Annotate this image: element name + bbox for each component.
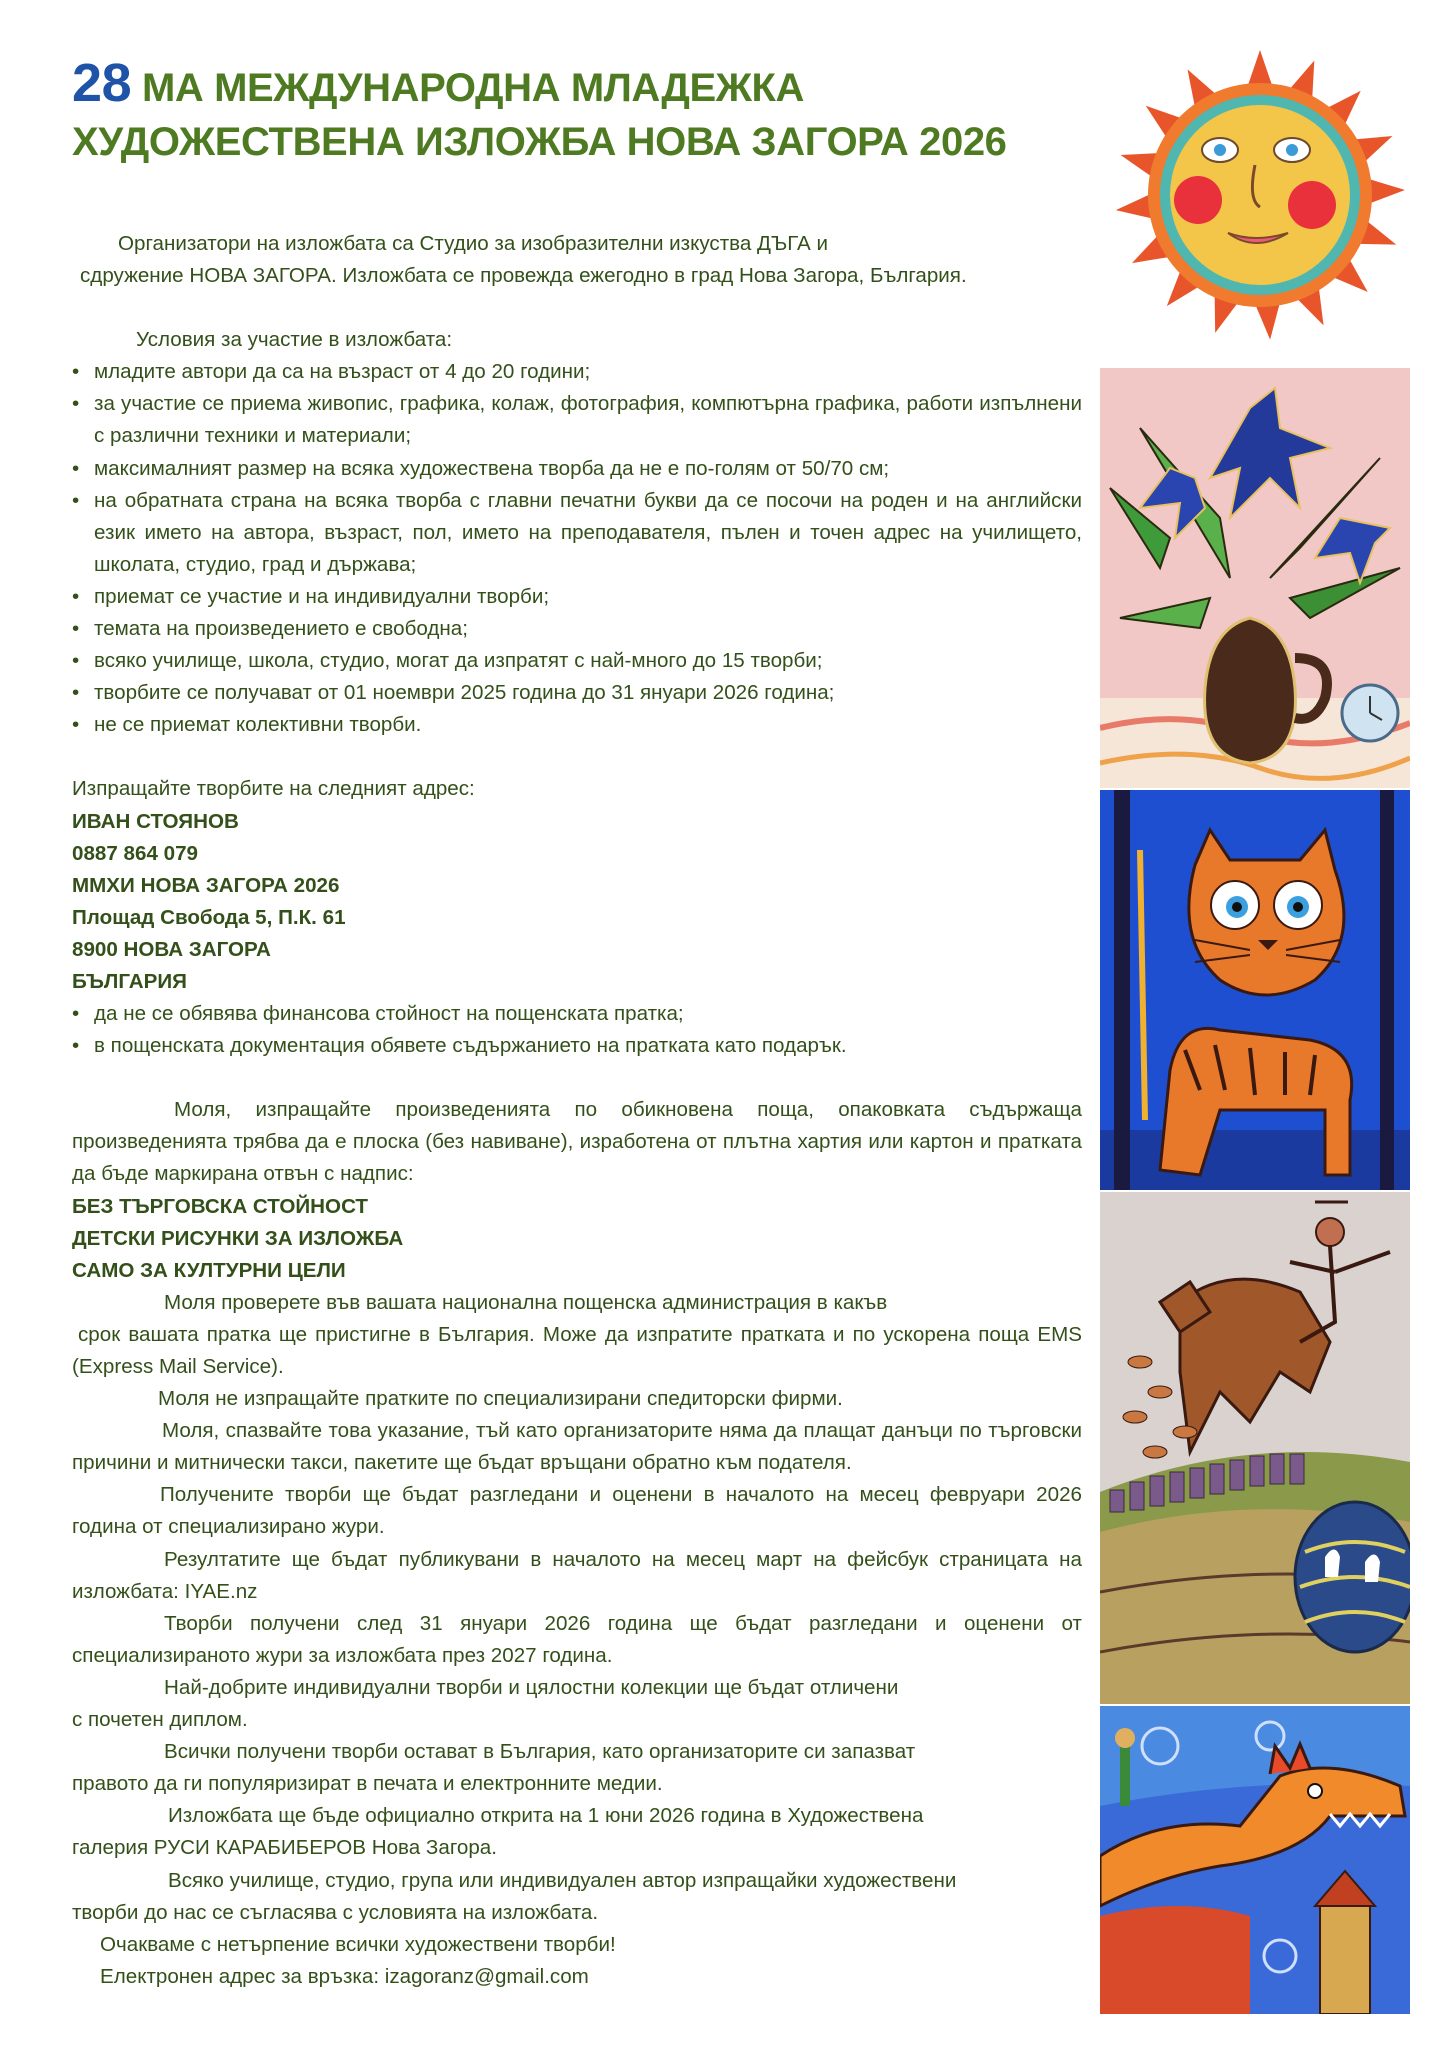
package-label-2: ДЕТСКИ РИСУНКИ ЗА ИЗЛОЖБА (72, 1226, 404, 1250)
list-item: • в пощенската документация обявете съдържанието на пратката като подарък. (72, 1030, 1082, 1062)
edition-number: 28 (72, 53, 132, 113)
title-line-2: ХУДОЖЕСТВЕНА ИЗЛОЖБА НОВА ЗАГОРА 2026 (72, 120, 1007, 164)
list-item: • приемат се участие и на индивидуални творби; (72, 581, 1082, 613)
results-note: Резултатите ще бъдат публикувани в началото на месец март на фейсбук страницата на изложбата: IYAE.nz (72, 1547, 1082, 1603)
title-line-1 (72, 53, 1082, 115)
list-item: • творбите се получават от 01 ноември 2025 година до 31 януари 2026 година; (72, 677, 1082, 709)
main-text (72, 228, 1082, 1993)
list-item: • да не се обявява финансова стойност на пощенската пратка; (72, 998, 1082, 1030)
address-notes (72, 998, 1082, 1062)
title-text-1: МА МЕЖДУНАРОДНА МЛАДЕЖКА (141, 66, 805, 110)
closing-line: Очакваме с нетърпение всички художествени творби! (100, 1932, 616, 1956)
awards-line-2: с почетен диплом. (72, 1708, 248, 1732)
opening-line-1: Изложбата ще бъде официално открита на 1 юни 2026 година в Художествена (168, 1804, 924, 1828)
address-city: 8900 НОВА ЗАГОРА (72, 937, 271, 961)
customs-note: Моля, спазвайте това указание, тъй като организаторите няма да плащат данъци по търговски причини и митнически такси, пакетите ще бъдат връщани обратно към подателя. (72, 1419, 1082, 1475)
list-item: • за участие се приема живопис, графика, колаж, фотография, компютърна графика, работи изпълнени с различни техники и материали; (72, 388, 1082, 452)
conditions-list (72, 356, 1082, 741)
address-org: ММХИ НОВА ЗАГОРА 2026 (72, 873, 340, 897)
sun-drawing (1105, 50, 1415, 340)
cat-drawing (1100, 790, 1410, 1190)
list-item: • на обратната страна на всяка творба с главни печатни букви да се посочи на роден и на английски език името на автора, възраст, пол, името на преподавателя, пълен и точен адрес на училището, школата, студио, град и държава; (72, 485, 1082, 581)
flowers-vase-drawing (1100, 368, 1410, 788)
consent-line-2: творби до нас се съгласява с условията на изложбата. (72, 1900, 599, 1924)
intro-line-1: Организатори на изложбата са Студио за изобразителни изкуства ДЪГА и (118, 232, 829, 255)
address-phone: 0887 864 079 (72, 841, 198, 865)
rights-line-1: Всички получени творби остават в България, като организаторите си запазват (164, 1740, 916, 1764)
shipping-paragraph: Моля, изпращайте произведенията по обикновена поща, опаковката съдържаща произведенията трябва да е плоска (без навиване), изработена от плътна хартия или картон и пратката да бъде маркирана отвън с надпис: (72, 1098, 1082, 1186)
evaluation-note: Получените творби ще бъдат разгледани и оценени в началото на месец февруари 2026 година от специализирано жури. (72, 1483, 1082, 1539)
rights-line-2: правото да ги популяризират в печата и електронните медии. (72, 1772, 663, 1796)
rider-landscape-drawing (1100, 1192, 1410, 1704)
courier-note: Моля не изпращайте пратките по специализирани спедиторски фирми. (158, 1387, 843, 1411)
consent-line-1: Всяко училище, студио, група или индивидуален автор изпращайки художествени (168, 1868, 957, 1892)
contact-email: Електронен адрес за връзка: izagoranz@gmail.com (100, 1964, 589, 1988)
awards-line-1: Най-добрите индивидуални творби и цялостни колекции ще бъдат отличени (164, 1675, 899, 1699)
address-name: ИВАН СТОЯНОВ (72, 809, 239, 833)
list-item: • темата на произведението е свободна; (72, 613, 1082, 645)
dragon-drawing (1100, 1706, 1410, 2014)
package-label-1: БЕЗ ТЪРГОВСКА СТОЙНОСТ (72, 1194, 369, 1218)
package-label-3: САМО ЗА КУЛТУРНИ ЦЕЛИ (72, 1258, 346, 1282)
opening-line-2: галерия РУСИ КАРАБИБЕРОВ Нова Загора. (72, 1836, 497, 1860)
postal-check-line-2: срок вашата пратка ще пристигне в България. Може да изпратите пратката и по ускорена поща EMS (Express Mail Service). (72, 1322, 1082, 1378)
list-item: • не се приемат колективни творби. (72, 709, 1082, 741)
postal-check-line-1: Моля проверете във вашата национална пощенска администрация в какъв (164, 1290, 888, 1314)
list-item: • всяко училище, школа, студио, могат да изпратят с най-много до 15 творби; (72, 645, 1082, 677)
page-title (72, 53, 1082, 169)
list-item: • максималният размер на всяка художествена творба да не е по-голям от 50/70 см; (72, 453, 1082, 485)
intro-line-2: сдружение НОВА ЗАГОРА. Изложбата се провежда ежегодно в град Нова Загора, България. (80, 264, 967, 288)
conditions-heading: Условия за участие в изложбата: (136, 328, 453, 352)
late-entries-note: Творби получени след 31 януари 2026 година ще бъдат разгледани и оценени от специализираното жури за изложбата през 2027 година. (72, 1611, 1082, 1667)
list-item: • младите автори да са на възраст от 4 до 20 години; (72, 356, 1082, 388)
address-intro: Изпращайте творбите на следният адрес: (72, 777, 475, 801)
address-country: БЪЛГАРИЯ (72, 969, 187, 993)
address-street: Площад Свобода 5, П.К. 61 (72, 905, 346, 929)
